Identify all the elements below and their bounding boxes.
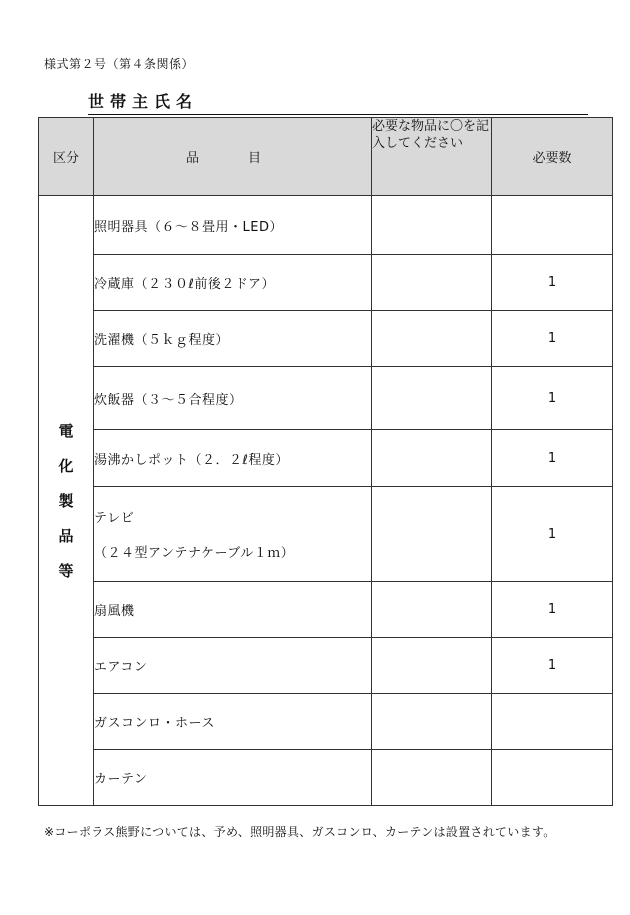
table-row [39, 694, 613, 750]
table-row [39, 196, 613, 255]
table-row [39, 430, 613, 487]
header-quantity: 必要数 [492, 118, 613, 196]
check-cell[interactable] [372, 638, 492, 694]
table-header-row [39, 118, 613, 196]
quantity-cell [492, 196, 613, 255]
quantity-cell: 1 [492, 582, 613, 638]
quantity-cell: 1 [492, 430, 613, 487]
category-char: 等 [58, 562, 74, 580]
category-char: 電 [58, 422, 74, 440]
header-category: 区分 [39, 118, 94, 196]
category-cell [39, 196, 94, 806]
check-cell[interactable] [372, 694, 492, 750]
item-name: カーテン [94, 750, 372, 806]
check-cell[interactable] [372, 750, 492, 806]
quantity-cell: 1 [492, 638, 613, 694]
quantity-cell: 1 [492, 367, 613, 430]
item-name [94, 487, 372, 582]
table-row [39, 367, 613, 430]
table-row [39, 750, 613, 806]
item-name: 洗濯機（５ｋｇ程度） [94, 311, 372, 367]
header-check: 必要な物品に〇を記入してください [372, 118, 492, 196]
check-cell[interactable] [372, 430, 492, 487]
quantity-cell [492, 750, 613, 806]
quantity-cell [492, 694, 613, 750]
item-name: エアコン [94, 638, 372, 694]
items-table [38, 117, 613, 806]
check-cell[interactable] [372, 367, 492, 430]
table-row [39, 311, 613, 367]
item-name: 湯沸かしポット（２．２ℓ程度） [94, 430, 372, 487]
check-cell[interactable] [372, 582, 492, 638]
check-cell[interactable] [372, 311, 492, 367]
form-number: 様式第２号（第４条関係） [44, 57, 195, 71]
category-char: 製 [58, 492, 74, 510]
quantity-cell: 1 [492, 255, 613, 311]
table-row [39, 638, 613, 694]
footnote: ※コーポラス熊野については、予め、照明器具、ガスコンロ、カーテンは設置されています。 [44, 825, 556, 839]
item-name: 冷蔵庫（２３０ℓ前後２ドア） [94, 255, 372, 311]
item-name: 扇風機 [94, 582, 372, 638]
check-cell[interactable] [372, 196, 492, 255]
quantity-cell: 1 [492, 311, 613, 367]
header-item: 品 目 [94, 118, 372, 196]
item-name: 炊飯器（３～５合程度） [94, 367, 372, 430]
check-cell[interactable] [372, 255, 492, 311]
item-name: ガスコンロ・ホース [94, 694, 372, 750]
item-name: 照明器具（６～８畳用・LED） [94, 196, 372, 255]
table-row [39, 582, 613, 638]
category-char: 化 [58, 457, 74, 475]
table-row [39, 255, 613, 311]
item-name-line2: （２４型アンテナケーブル１ｍ） [94, 546, 295, 561]
item-name-line1: テレビ [94, 511, 135, 526]
check-cell[interactable] [372, 487, 492, 582]
householder-name-field[interactable] [88, 92, 588, 115]
table-row [39, 487, 613, 582]
quantity-cell: 1 [492, 487, 613, 582]
householder-label: 世帯主氏名 [88, 92, 199, 111]
category-char: 品 [58, 527, 74, 545]
